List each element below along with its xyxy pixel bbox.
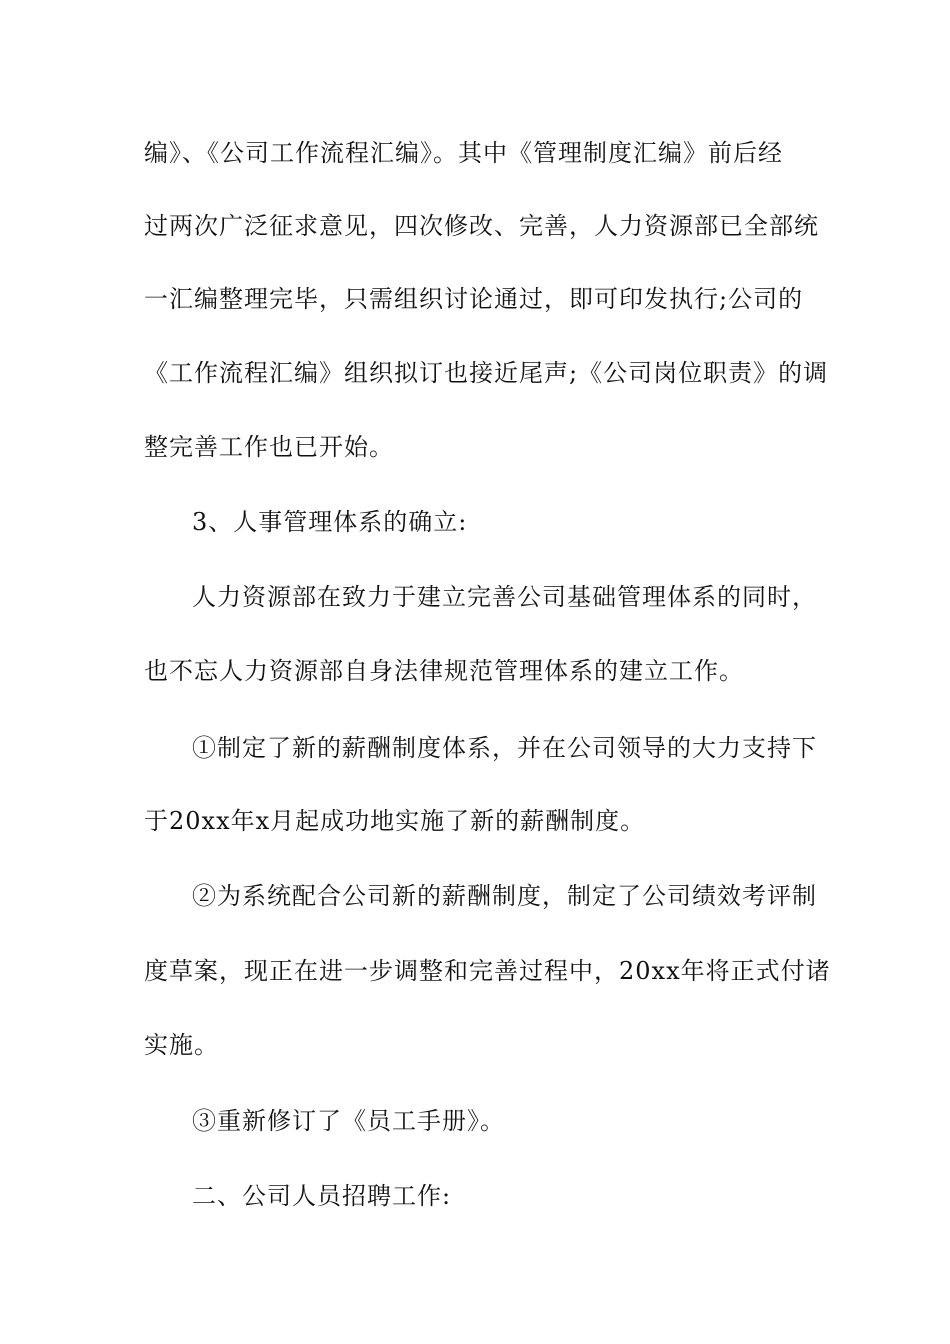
paragraph-line: 过两次广泛征求意见，四次修改、完善，人力资源部已全部统 — [144, 212, 819, 240]
paragraph-line: 度草案，现正在进一步调整和完善过程中，20xx年将正式付诸 — [144, 957, 831, 985]
list-item-3: ③重新修订了《员工手册》。 — [192, 1107, 505, 1135]
paragraph-line: 于20xx年x月起成功地实施了新的薪酬制度。 — [144, 807, 646, 835]
paragraph-line: 一汇编整理完毕，只需组织讨论通过，即可印发执行;公司的 — [144, 285, 804, 313]
paragraph-line: 人力资源部在致力于建立完善公司基础管理体系的同时， — [192, 583, 817, 611]
paragraph-line: 编》、《公司工作流程汇编》。其中《管理制度汇编》前后经 — [144, 139, 783, 167]
section-heading: 3、人事管理体系的确立: — [192, 508, 468, 536]
section-heading: 二、公司人员招聘工作: — [192, 1182, 452, 1210]
list-item-1: ①制定了新的薪酬制度体系，并在公司领导的大力支持下 — [192, 734, 817, 762]
paragraph-line: 也不忘人力资源部自身法律规范管理体系的建立工作。 — [144, 657, 744, 685]
list-item-2: ②为系统配合公司新的薪酬制度，制定了公司绩效考评制 — [192, 882, 817, 910]
paragraph-line: 《工作流程汇编》组织拟订也接近尾声;《公司岗位职责》的调 — [144, 359, 829, 387]
paragraph-line: 实施。 — [144, 1031, 219, 1059]
paragraph-line: 整完善工作也已开始。 — [144, 433, 394, 461]
